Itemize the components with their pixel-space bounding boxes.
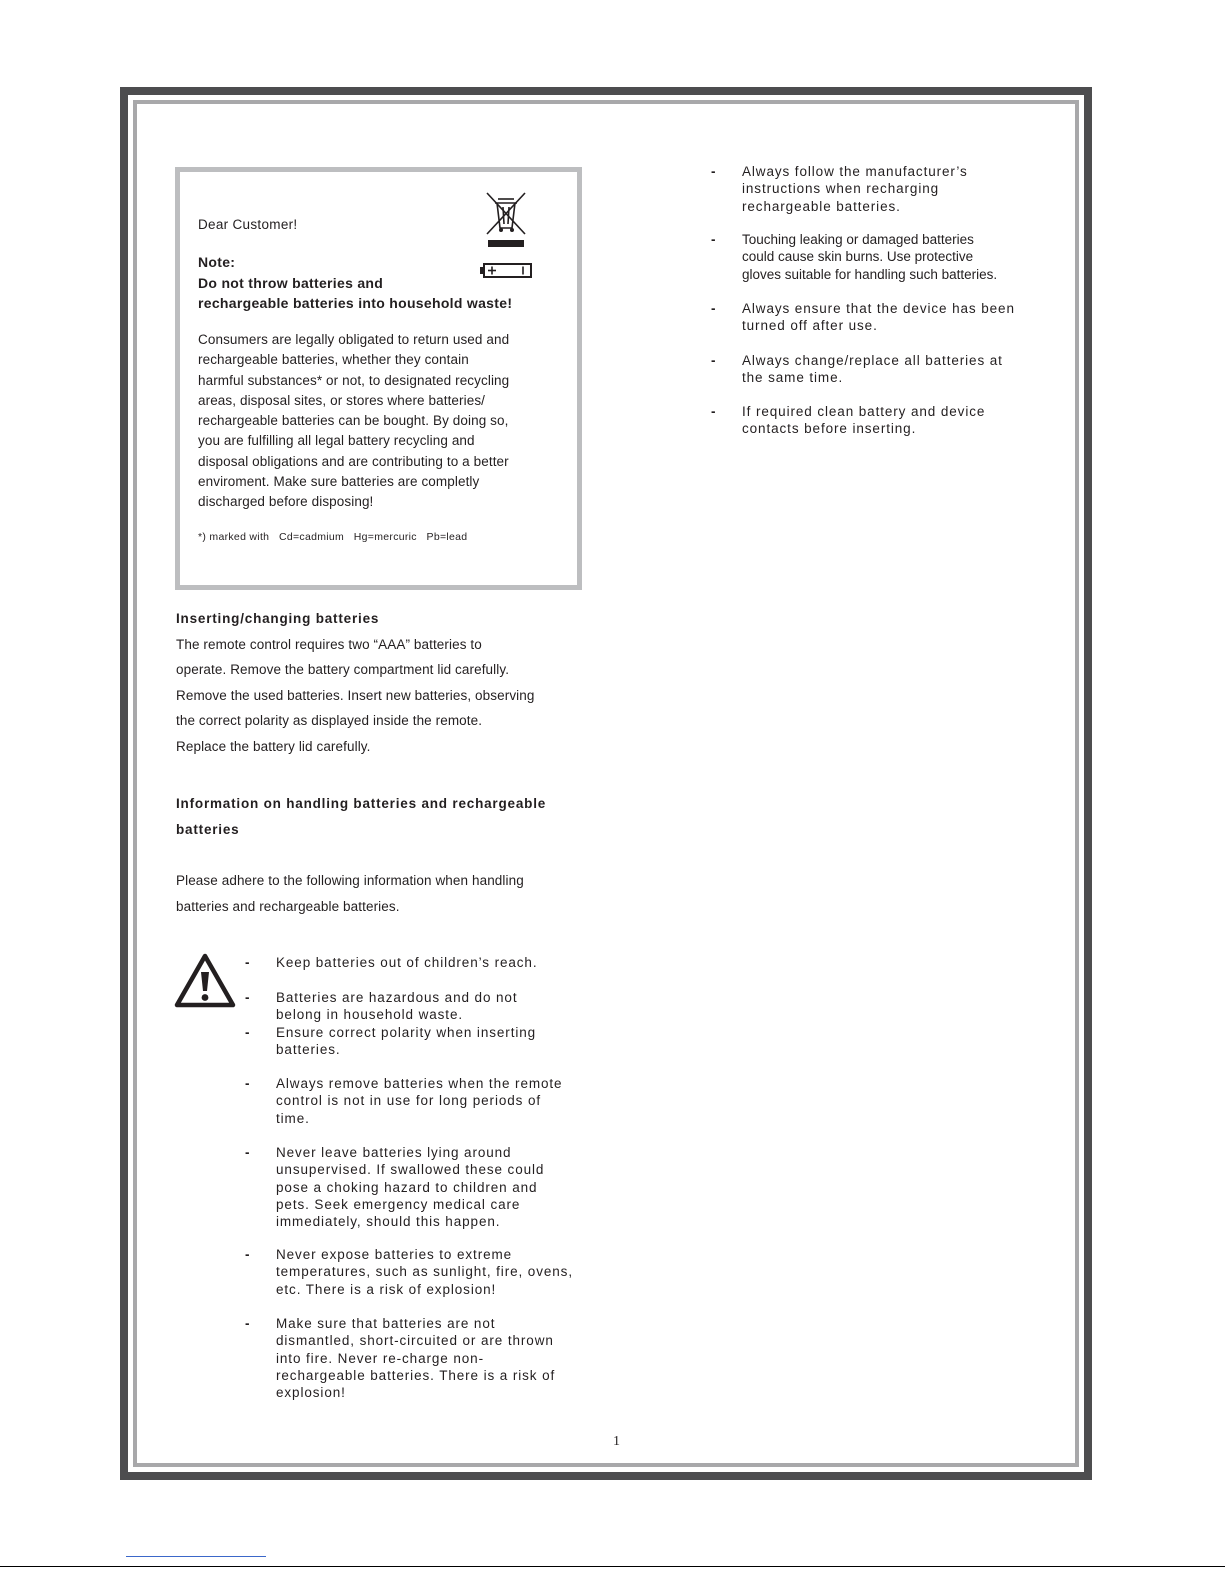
- footnote: *) marked with Cd=cadmium Hg=mercuric Pb=lead: [198, 531, 468, 543]
- inserting-title: Inserting/changing batteries: [176, 611, 380, 626]
- note-body: Consumers are legally obligated to return used and rechargeable batteries, whether they contain harmful substances* or not, to designated recycling areas, disposal sites, or stores where batteries/ rechargeable batteries can be bought. By doing so, you are fulfilling all legal battery recycling and disposal obligations and are contributing to a better enviroment. Make sure batteries are completly discharged before disposing!: [198, 332, 510, 510]
- note-label: Note:: [198, 254, 236, 270]
- greeting: Dear Customer!: [198, 217, 298, 232]
- page-number: 1: [613, 1434, 620, 1449]
- inserting-section: [176, 606, 596, 760]
- inserting-body: The remote control requires two “AAA” batteries to operate. Remove the battery compartment lid carefully. Remove the used batteries. Insert new batteries, observing the correct polarity as displayed inside the remote. Replace the battery lid carefully.: [176, 636, 535, 754]
- note-warning: Do not throw batteries and rechargeable batteries into household waste!: [198, 275, 513, 311]
- footer-rule: [0, 1566, 1225, 1567]
- footer-link-underline[interactable]: [126, 1556, 266, 1557]
- warning-triangle-icon: [172, 951, 238, 1011]
- crossed-out-wheelie-bin-icon: [484, 190, 532, 252]
- handling-title: Information on handling batteries and rechargeable batteries: [176, 796, 547, 837]
- handling-intro: Please adhere to the following information when handling batteries and rechargeable batteries.: [176, 873, 524, 914]
